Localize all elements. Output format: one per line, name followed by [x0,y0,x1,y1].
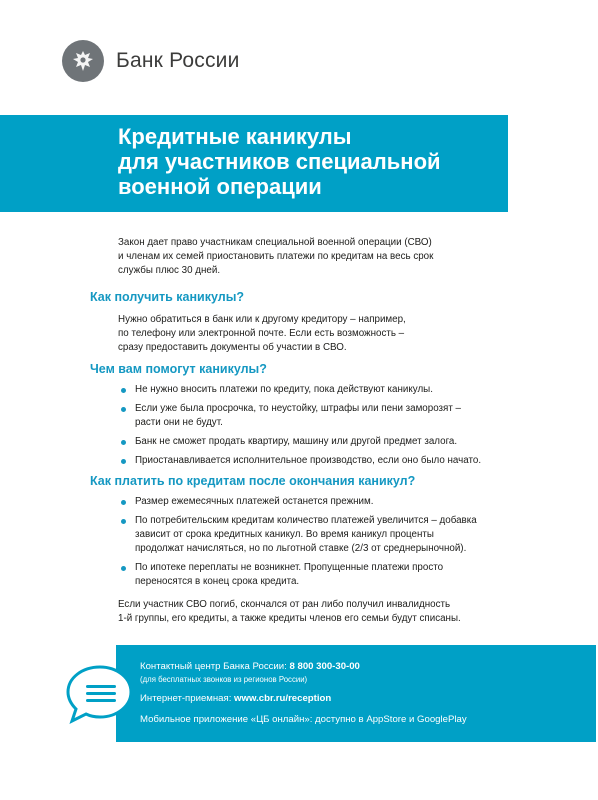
list-item [118,495,538,509]
bullet-dot-icon [121,519,126,524]
bullet-line: расти они не будут. [135,417,223,428]
paragraph-line: сразу предоставить документы об участии в СВО. [118,342,347,353]
paragraph-line: по телефону или электронной почте. Если есть возможность – [118,328,405,339]
intro-paragraph [118,236,518,278]
bullet-line: Не нужно вносить платежи по кредиту, пока действуют каникулы. [135,384,433,395]
bullet-line: Приостанавливается исполнительное производство, если оно было начато. [135,455,482,466]
help-bullet-list [118,383,538,473]
paragraph-line: 1-й группы, его кредиты, а также кредиты членов его семьи будут списаны. [118,613,461,624]
paragraph-line: Если участник СВО погиб, скончался от ран либо получил инвалидность [118,599,451,610]
bullet-line: продолжат начисляться, но по льготной ставке (2/3 от среднерыночной). [135,543,467,554]
app-line: Мобильное приложение «ЦБ онлайн»: доступно в AppStore и GooglePlay [140,714,467,725]
reception-link[interactable]: www.cbr.ru/reception [234,693,332,704]
reception-label: Интернет-приемная: [140,693,235,704]
bullet-line: Банк не сможет продать квартиру, машину или другой предмет залога. [135,436,458,447]
contact-center-line [140,661,360,672]
section-heading-pay: Как платить по кредитам после окончания каникул? [90,474,416,488]
list-item [118,561,538,589]
bullet-dot-icon [121,407,126,412]
bullet-line: По потребительским кредитам количество платежей увеличится – добавка [135,515,477,526]
section-get-paragraph [118,313,538,355]
bullet-dot-icon [121,440,126,445]
title-line: военной операции [118,174,322,199]
intro-line: Закон дает право участникам специальной военной операции (СВО) [118,237,432,248]
bullet-line: Если уже была просрочка, то неустойку, штрафы или пени заморозят – [135,403,461,414]
intro-line: и членам их семей приостановить платежи по кредитам на весь срок [118,251,434,262]
section-heading-get: Как получить каникулы? [90,290,245,304]
pay-bullet-list [118,495,538,594]
title-line: для участников специальной [118,149,441,174]
section-heading-help: Чем вам помогут каникулы? [90,362,267,376]
eagle-emblem-icon [62,40,104,82]
list-item [118,402,538,430]
list-item [118,514,538,556]
bullet-line: Размер ежемесячных платежей останется прежним. [135,496,374,507]
closing-paragraph [118,598,538,626]
page-title [118,124,498,199]
paragraph-line: Нужно обратиться в банк или к другому кредитору – например, [118,314,406,325]
bullet-line: зависит от срока кредитных каникул. Во время каникул проценты [135,529,434,540]
intro-line: службы плюс 30 дней. [118,265,221,276]
reception-line [140,693,331,704]
chat-bubble-icon [64,664,134,724]
phone-link[interactable]: 8 800 300-30-00 [289,661,360,672]
phone-note: (для бесплатных звонков из регионов России) [140,675,308,684]
bank-logo [62,40,240,82]
bullet-dot-icon [121,388,126,393]
contact-band [116,645,596,742]
bullet-dot-icon [121,566,126,571]
list-item [118,435,538,449]
bullet-dot-icon [121,500,126,505]
list-item [118,383,538,397]
bullet-line: переносятся в конец срока кредита. [135,576,300,587]
contact-center-label: Контактный центр Банка России: [140,661,290,672]
logo-text: Банк России [116,49,240,72]
bullet-dot-icon [121,459,126,464]
list-item [118,454,538,468]
bullet-line: По ипотеке переплаты не возникнет. Пропущенные платежи просто [135,562,444,573]
title-line: Кредитные каникулы [118,124,352,149]
